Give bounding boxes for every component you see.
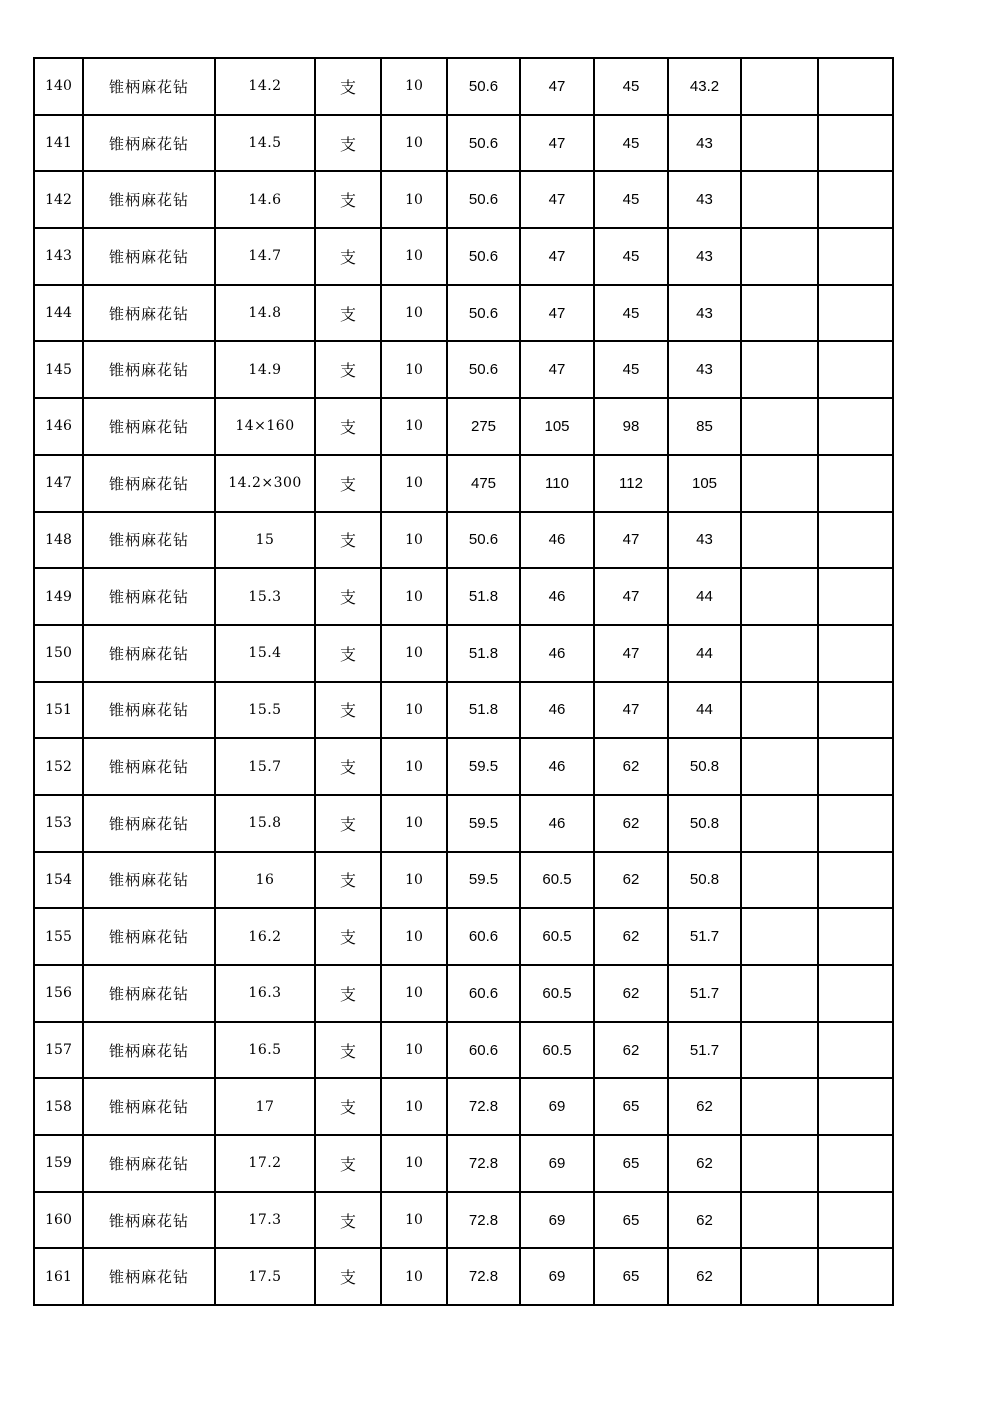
price-4-cell: 50.8 — [668, 738, 741, 795]
unit-cell: 支 — [315, 682, 381, 739]
spec-cell: 15.5 — [215, 682, 315, 739]
quantity-cell: 10 — [381, 341, 447, 398]
price-3-cell: 65 — [594, 1192, 668, 1249]
quantity-cell: 10 — [381, 1248, 447, 1305]
table-row — [34, 512, 893, 569]
price-4-cell: 50.8 — [668, 795, 741, 852]
product-name-cell: 锥柄麻花钻 — [83, 568, 215, 625]
price-2-cell: 47 — [520, 58, 594, 115]
blank-cell-1 — [741, 1078, 818, 1135]
spec-cell: 14.2 — [215, 58, 315, 115]
table-row — [34, 852, 893, 909]
price-3-cell: 65 — [594, 1078, 668, 1135]
spec-cell: 14.8 — [215, 285, 315, 342]
blank-cell-2 — [818, 228, 893, 285]
row-number-cell: 143 — [34, 228, 83, 285]
price-1-cell: 72.8 — [447, 1135, 520, 1192]
table-row — [34, 1192, 893, 1249]
price-2-cell: 46 — [520, 625, 594, 682]
table-row — [34, 908, 893, 965]
quantity-cell: 10 — [381, 285, 447, 342]
blank-cell-2 — [818, 908, 893, 965]
unit-cell: 支 — [315, 1135, 381, 1192]
price-1-cell: 475 — [447, 455, 520, 512]
price-2-cell: 47 — [520, 115, 594, 172]
spec-cell: 16.3 — [215, 965, 315, 1022]
price-2-cell: 60.5 — [520, 965, 594, 1022]
price-3-cell: 45 — [594, 228, 668, 285]
price-1-cell: 59.5 — [447, 738, 520, 795]
quantity-cell: 10 — [381, 228, 447, 285]
quantity-cell: 10 — [381, 115, 447, 172]
blank-cell-1 — [741, 852, 818, 909]
blank-cell-2 — [818, 341, 893, 398]
blank-cell-1 — [741, 965, 818, 1022]
quantity-cell: 10 — [381, 625, 447, 682]
price-2-cell: 46 — [520, 568, 594, 625]
price-4-cell: 43.2 — [668, 58, 741, 115]
table-row — [34, 285, 893, 342]
price-3-cell: 45 — [594, 171, 668, 228]
row-number-cell: 150 — [34, 625, 83, 682]
product-name-cell: 锥柄麻花钻 — [83, 398, 215, 455]
table-row — [34, 1022, 893, 1079]
product-name-cell: 锥柄麻花钻 — [83, 795, 215, 852]
table-row — [34, 341, 893, 398]
price-2-cell: 46 — [520, 512, 594, 569]
table-row — [34, 398, 893, 455]
spec-cell: 17.3 — [215, 1192, 315, 1249]
unit-cell: 支 — [315, 568, 381, 625]
unit-cell: 支 — [315, 58, 381, 115]
blank-cell-2 — [818, 568, 893, 625]
unit-cell: 支 — [315, 285, 381, 342]
row-number-cell: 153 — [34, 795, 83, 852]
blank-cell-1 — [741, 285, 818, 342]
blank-cell-1 — [741, 1192, 818, 1249]
price-1-cell: 51.8 — [447, 568, 520, 625]
table-row — [34, 171, 893, 228]
price-3-cell: 112 — [594, 455, 668, 512]
table-row — [34, 625, 893, 682]
unit-cell: 支 — [315, 965, 381, 1022]
quantity-cell: 10 — [381, 171, 447, 228]
product-name-cell: 锥柄麻花钻 — [83, 682, 215, 739]
price-1-cell: 59.5 — [447, 852, 520, 909]
table-row — [34, 1248, 893, 1305]
unit-cell: 支 — [315, 228, 381, 285]
product-name-cell: 锥柄麻花钻 — [83, 228, 215, 285]
product-name-cell: 锥柄麻花钻 — [83, 512, 215, 569]
quantity-cell: 10 — [381, 455, 447, 512]
blank-cell-2 — [818, 682, 893, 739]
blank-cell-2 — [818, 58, 893, 115]
table-row — [34, 455, 893, 512]
price-2-cell: 110 — [520, 455, 594, 512]
blank-cell-1 — [741, 398, 818, 455]
unit-cell: 支 — [315, 1078, 381, 1135]
quantity-cell: 10 — [381, 1135, 447, 1192]
price-1-cell: 50.6 — [447, 58, 520, 115]
blank-cell-1 — [741, 738, 818, 795]
spec-cell: 15.8 — [215, 795, 315, 852]
row-number-cell: 140 — [34, 58, 83, 115]
unit-cell: 支 — [315, 795, 381, 852]
price-4-cell: 62 — [668, 1192, 741, 1249]
blank-cell-2 — [818, 285, 893, 342]
product-name-cell: 锥柄麻花钻 — [83, 908, 215, 965]
price-3-cell: 47 — [594, 512, 668, 569]
product-name-cell: 锥柄麻花钻 — [83, 455, 215, 512]
price-3-cell: 45 — [594, 58, 668, 115]
price-3-cell: 47 — [594, 568, 668, 625]
price-1-cell: 60.6 — [447, 1022, 520, 1079]
blank-cell-1 — [741, 512, 818, 569]
spec-cell: 14.6 — [215, 171, 315, 228]
price-2-cell: 47 — [520, 285, 594, 342]
price-4-cell: 43 — [668, 171, 741, 228]
price-2-cell: 69 — [520, 1248, 594, 1305]
price-2-cell: 60.5 — [520, 908, 594, 965]
product-name-cell: 锥柄麻花钻 — [83, 965, 215, 1022]
blank-cell-1 — [741, 455, 818, 512]
spec-cell: 15 — [215, 512, 315, 569]
blank-cell-2 — [818, 625, 893, 682]
blank-cell-1 — [741, 1135, 818, 1192]
price-2-cell: 47 — [520, 171, 594, 228]
product-name-cell: 锥柄麻花钻 — [83, 285, 215, 342]
price-4-cell: 62 — [668, 1078, 741, 1135]
blank-cell-2 — [818, 1022, 893, 1079]
product-name-cell: 锥柄麻花钻 — [83, 1135, 215, 1192]
product-name-cell: 锥柄麻花钻 — [83, 1248, 215, 1305]
spec-cell: 14×160 — [215, 398, 315, 455]
price-4-cell: 44 — [668, 682, 741, 739]
table-row — [34, 682, 893, 739]
quantity-cell: 10 — [381, 682, 447, 739]
price-1-cell: 60.6 — [447, 965, 520, 1022]
table-row — [34, 795, 893, 852]
price-2-cell: 60.5 — [520, 852, 594, 909]
blank-cell-2 — [818, 738, 893, 795]
price-1-cell: 51.8 — [447, 625, 520, 682]
quantity-cell: 10 — [381, 1192, 447, 1249]
price-4-cell: 51.7 — [668, 965, 741, 1022]
blank-cell-2 — [818, 795, 893, 852]
table-row — [34, 738, 893, 795]
price-3-cell: 45 — [594, 285, 668, 342]
price-3-cell: 98 — [594, 398, 668, 455]
price-2-cell: 46 — [520, 682, 594, 739]
unit-cell: 支 — [315, 908, 381, 965]
price-1-cell: 59.5 — [447, 795, 520, 852]
price-3-cell: 45 — [594, 341, 668, 398]
blank-cell-2 — [818, 115, 893, 172]
price-4-cell: 62 — [668, 1135, 741, 1192]
spec-cell: 16.5 — [215, 1022, 315, 1079]
spec-cell: 14.2×300 — [215, 455, 315, 512]
quantity-cell: 10 — [381, 908, 447, 965]
unit-cell: 支 — [315, 512, 381, 569]
product-name-cell: 锥柄麻花钻 — [83, 1192, 215, 1249]
product-name-cell: 锥柄麻花钻 — [83, 58, 215, 115]
price-3-cell: 62 — [594, 852, 668, 909]
price-4-cell: 105 — [668, 455, 741, 512]
row-number-cell: 141 — [34, 115, 83, 172]
price-2-cell: 69 — [520, 1078, 594, 1135]
row-number-cell: 156 — [34, 965, 83, 1022]
blank-cell-1 — [741, 1248, 818, 1305]
blank-cell-2 — [818, 455, 893, 512]
price-4-cell: 44 — [668, 625, 741, 682]
price-2-cell: 46 — [520, 795, 594, 852]
unit-cell: 支 — [315, 738, 381, 795]
blank-cell-1 — [741, 908, 818, 965]
spec-cell: 15.4 — [215, 625, 315, 682]
price-4-cell: 43 — [668, 115, 741, 172]
quantity-cell: 10 — [381, 795, 447, 852]
blank-cell-2 — [818, 171, 893, 228]
quantity-cell: 10 — [381, 965, 447, 1022]
product-name-cell: 锥柄麻花钻 — [83, 171, 215, 228]
price-3-cell: 62 — [594, 795, 668, 852]
blank-cell-1 — [741, 1022, 818, 1079]
unit-cell: 支 — [315, 171, 381, 228]
price-3-cell: 47 — [594, 682, 668, 739]
price-2-cell: 47 — [520, 228, 594, 285]
price-1-cell: 60.6 — [447, 908, 520, 965]
row-number-cell: 152 — [34, 738, 83, 795]
quantity-cell: 10 — [381, 852, 447, 909]
row-number-cell: 157 — [34, 1022, 83, 1079]
price-4-cell: 44 — [668, 568, 741, 625]
unit-cell: 支 — [315, 852, 381, 909]
price-1-cell: 275 — [447, 398, 520, 455]
price-4-cell: 43 — [668, 228, 741, 285]
price-3-cell: 47 — [594, 625, 668, 682]
price-2-cell: 60.5 — [520, 1022, 594, 1079]
blank-cell-1 — [741, 568, 818, 625]
price-1-cell: 72.8 — [447, 1078, 520, 1135]
row-number-cell: 142 — [34, 171, 83, 228]
price-2-cell: 46 — [520, 738, 594, 795]
table-row — [34, 1135, 893, 1192]
table-row — [34, 115, 893, 172]
row-number-cell: 158 — [34, 1078, 83, 1135]
row-number-cell: 148 — [34, 512, 83, 569]
blank-cell-2 — [818, 965, 893, 1022]
blank-cell-1 — [741, 341, 818, 398]
quantity-cell: 10 — [381, 58, 447, 115]
price-4-cell: 50.8 — [668, 852, 741, 909]
table-row — [34, 228, 893, 285]
row-number-cell: 160 — [34, 1192, 83, 1249]
product-name-cell: 锥柄麻花钻 — [83, 852, 215, 909]
spec-cell: 14.5 — [215, 115, 315, 172]
spec-cell: 14.9 — [215, 341, 315, 398]
price-2-cell: 69 — [520, 1135, 594, 1192]
unit-cell: 支 — [315, 398, 381, 455]
blank-cell-1 — [741, 228, 818, 285]
unit-cell: 支 — [315, 1248, 381, 1305]
row-number-cell: 146 — [34, 398, 83, 455]
spec-cell: 17.2 — [215, 1135, 315, 1192]
spec-cell: 15.3 — [215, 568, 315, 625]
row-number-cell: 145 — [34, 341, 83, 398]
blank-cell-1 — [741, 171, 818, 228]
row-number-cell: 154 — [34, 852, 83, 909]
price-1-cell: 50.6 — [447, 171, 520, 228]
blank-cell-1 — [741, 115, 818, 172]
blank-cell-2 — [818, 1192, 893, 1249]
price-4-cell: 43 — [668, 341, 741, 398]
blank-cell-1 — [741, 682, 818, 739]
price-1-cell: 50.6 — [447, 512, 520, 569]
unit-cell: 支 — [315, 455, 381, 512]
blank-cell-2 — [818, 1135, 893, 1192]
price-4-cell: 43 — [668, 512, 741, 569]
blank-cell-2 — [818, 398, 893, 455]
quantity-cell: 10 — [381, 1022, 447, 1079]
quantity-cell: 10 — [381, 738, 447, 795]
price-1-cell: 51.8 — [447, 682, 520, 739]
unit-cell: 支 — [315, 625, 381, 682]
table-row — [34, 1078, 893, 1135]
price-1-cell: 50.6 — [447, 115, 520, 172]
row-number-cell: 155 — [34, 908, 83, 965]
table-row — [34, 568, 893, 625]
price-1-cell: 72.8 — [447, 1248, 520, 1305]
price-3-cell: 62 — [594, 1022, 668, 1079]
blank-cell-2 — [818, 1248, 893, 1305]
quantity-cell: 10 — [381, 568, 447, 625]
spec-cell: 16.2 — [215, 908, 315, 965]
row-number-cell: 161 — [34, 1248, 83, 1305]
price-4-cell: 51.7 — [668, 908, 741, 965]
price-1-cell: 72.8 — [447, 1192, 520, 1249]
blank-cell-1 — [741, 795, 818, 852]
row-number-cell: 144 — [34, 285, 83, 342]
row-number-cell: 151 — [34, 682, 83, 739]
price-4-cell: 62 — [668, 1248, 741, 1305]
price-3-cell: 65 — [594, 1135, 668, 1192]
price-1-cell: 50.6 — [447, 341, 520, 398]
spec-cell: 17.5 — [215, 1248, 315, 1305]
row-number-cell: 147 — [34, 455, 83, 512]
product-name-cell: 锥柄麻花钻 — [83, 625, 215, 682]
product-name-cell: 锥柄麻花钻 — [83, 1078, 215, 1135]
blank-cell-1 — [741, 58, 818, 115]
spec-cell: 17 — [215, 1078, 315, 1135]
price-3-cell: 62 — [594, 965, 668, 1022]
price-3-cell: 45 — [594, 115, 668, 172]
quantity-cell: 10 — [381, 1078, 447, 1135]
row-number-cell: 149 — [34, 568, 83, 625]
product-name-cell: 锥柄麻花钻 — [83, 1022, 215, 1079]
price-1-cell: 50.6 — [447, 285, 520, 342]
table-body — [34, 58, 893, 1305]
blank-cell-2 — [818, 1078, 893, 1135]
unit-cell: 支 — [315, 1192, 381, 1249]
spec-cell: 16 — [215, 852, 315, 909]
table-row — [34, 965, 893, 1022]
price-4-cell: 85 — [668, 398, 741, 455]
spec-cell: 14.7 — [215, 228, 315, 285]
price-3-cell: 62 — [594, 738, 668, 795]
product-name-cell: 锥柄麻花钻 — [83, 738, 215, 795]
product-name-cell: 锥柄麻花钻 — [83, 115, 215, 172]
price-2-cell: 105 — [520, 398, 594, 455]
blank-cell-1 — [741, 625, 818, 682]
spec-cell: 15.7 — [215, 738, 315, 795]
price-3-cell: 65 — [594, 1248, 668, 1305]
blank-cell-2 — [818, 852, 893, 909]
price-1-cell: 50.6 — [447, 228, 520, 285]
table-row — [34, 58, 893, 115]
unit-cell: 支 — [315, 1022, 381, 1079]
price-2-cell: 47 — [520, 341, 594, 398]
price-4-cell: 51.7 — [668, 1022, 741, 1079]
price-3-cell: 62 — [594, 908, 668, 965]
blank-cell-2 — [818, 512, 893, 569]
unit-cell: 支 — [315, 341, 381, 398]
price-table — [33, 57, 894, 1306]
quantity-cell: 10 — [381, 512, 447, 569]
row-number-cell: 159 — [34, 1135, 83, 1192]
quantity-cell: 10 — [381, 398, 447, 455]
price-2-cell: 69 — [520, 1192, 594, 1249]
unit-cell: 支 — [315, 115, 381, 172]
product-name-cell: 锥柄麻花钻 — [83, 341, 215, 398]
price-4-cell: 43 — [668, 285, 741, 342]
